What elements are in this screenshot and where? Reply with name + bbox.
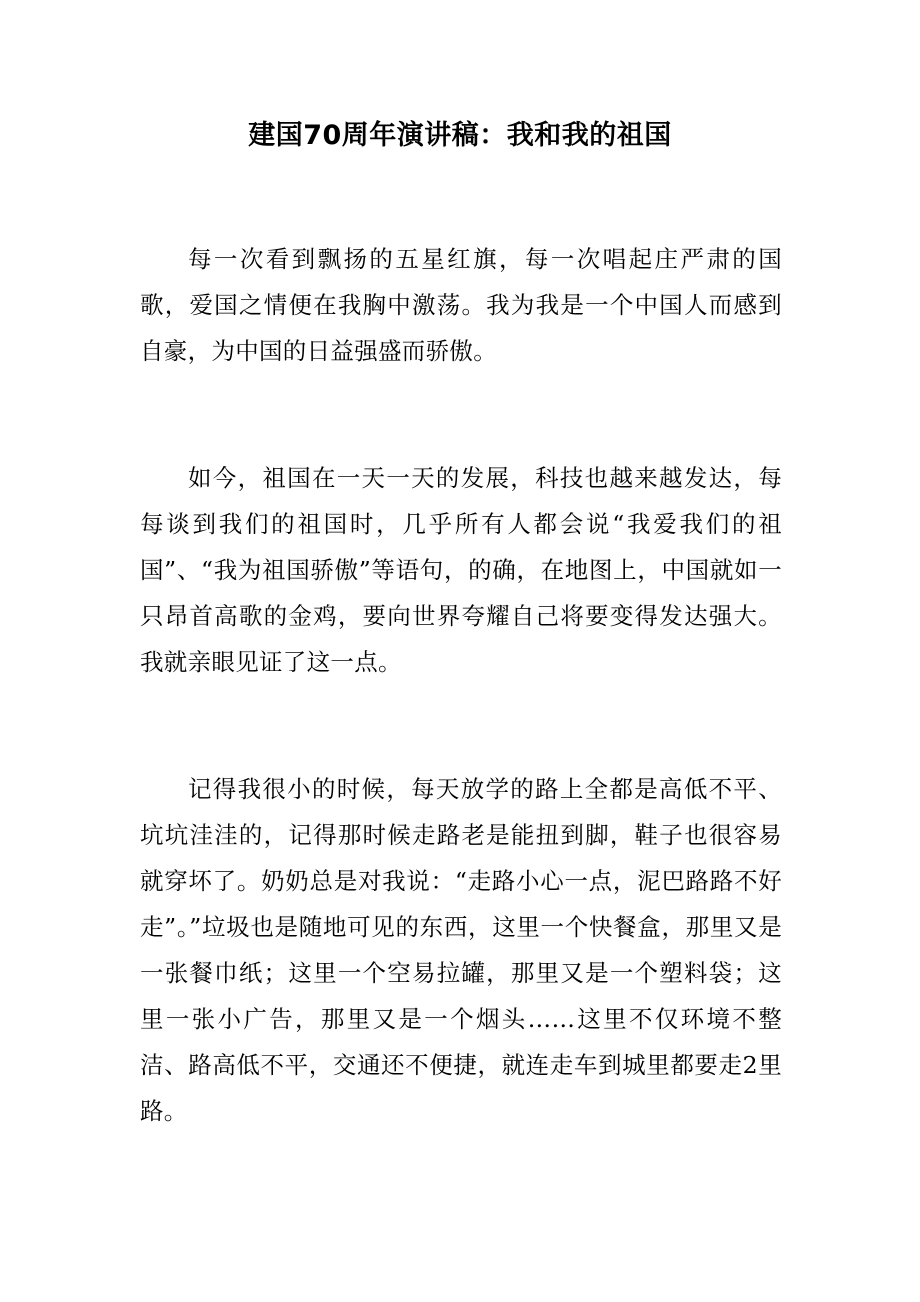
paragraph-2: 如今，祖国在一天一天的发展，科技也越来越发达，每每谈到我们的祖国时，几乎所有人都会说“我爱我们的祖国”、“我为祖国骄傲”等语句，的确，在地图上，中国就如一只昂首高歌的金鸡，要向世界夸耀自己将要变得发达强大。我就亲眼见证了这一点。 [140, 464, 782, 676]
paragraph-3: 记得我很小的时候，每天放学的路上全都是高低不平、坑坑洼洼的，记得那时候走路老是能扭到脚，鞋子也很容易就穿坏了。奶奶总是对我说：“走路小心一点，泥巴路路不好走”。”垃圾也是随地可见的东西，这里一个快餐盒，那里又是一张餐巾纸；这里一个空易拉罐，那里又是一个塑料袋；这里一张小广告，那里又是一个烟头……这里不仅环境不整洁、路高低不平，交通还不便捷，就连走车到城里都要走2里路。 [140, 775, 782, 1125]
paragraph-1: 每一次看到飘扬的五星红旗，每一次唱起庄严肃的国歌，爱国之情便在我胸中激荡。我为我是一个中国人而感到自豪，为中国的日益强盛而骄傲。 [140, 245, 782, 365]
page-title: 建国70周年演讲稿：我和我的祖国 [248, 120, 672, 151]
